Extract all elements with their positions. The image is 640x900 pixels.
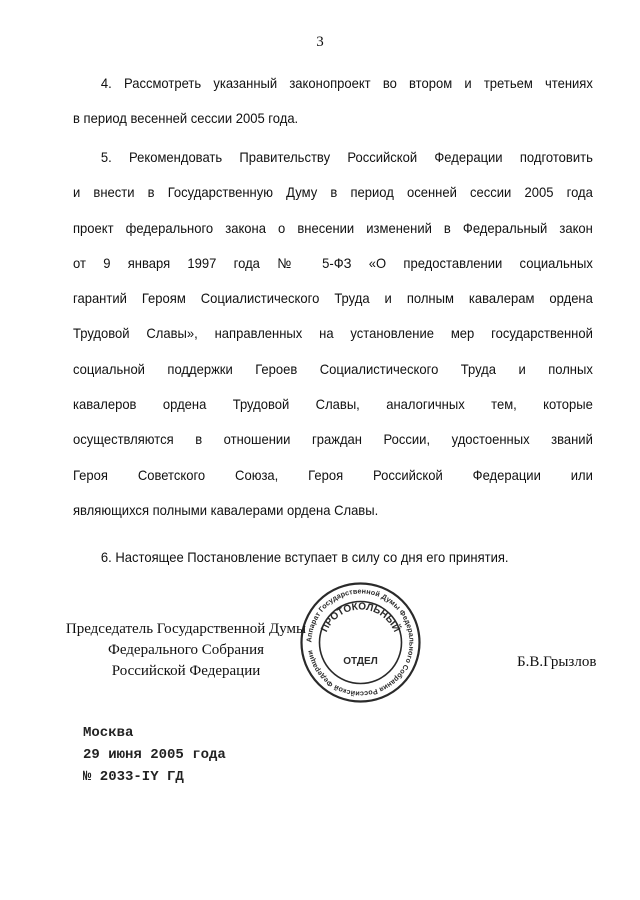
paragraph-line: 6. Настоящее Постановление вступает в силу со дня его принятия. — [100, 549, 509, 565]
paragraph-line: от 9 января 1997 года № 5-ФЗ «О предоставлении социальных — [73, 254, 593, 271]
paragraph-line: Героя Советского Союза, Героя Российской Федерации или — [73, 466, 593, 483]
stamp-inner-top-text: ПРОТОКОЛЬНЫЙ — [319, 601, 402, 634]
paragraph-line: гарантий Героям Социалистического Труда и полным кавалерам ордена — [73, 290, 593, 307]
paragraph-line: в период весенней сессии 2005 года. — [73, 110, 299, 127]
document-footer — [83, 722, 226, 788]
paragraph-line: и внести в Государственную Думу в период осенней сессии 2005 года — [73, 184, 593, 201]
paragraph-4 — [73, 66, 593, 137]
signatory-name: Б.В.Грызлов — [517, 654, 597, 670]
paragraph-line: социальной поддержки Героев Социалистического Труда и полных — [73, 360, 593, 377]
page-number: 3 — [316, 34, 324, 50]
paragraph-line: 5. Рекомендовать Правительству Российской Федерации подготовить — [100, 149, 593, 165]
signatory-title — [51, 619, 321, 682]
footer-city: Москва — [83, 725, 134, 741]
signatory-title-line: Российской Федерации — [111, 663, 261, 679]
paragraph-6 — [73, 540, 593, 575]
paragraph-line: Трудовой Славы», направленных на установление мер государственной — [73, 325, 593, 342]
paragraph-line: осуществляются в отношении граждан России, удостоенных званий — [73, 431, 593, 448]
paragraph-line: являющихся полными кавалерами ордена Славы. — [73, 501, 379, 518]
stamp-inner-bottom-text: ОТДЕЛ — [343, 656, 378, 667]
signatory-title-line: Председатель Государственной Думы — [65, 621, 307, 637]
footer-date: 29 июня 2005 года — [83, 747, 226, 763]
signatory-title-line: Федерального Собрания — [107, 642, 265, 658]
footer-number: № 2033-IY ГД — [83, 769, 184, 785]
stamp-outer-text: Аппарат Государственной Думы Федерального Собрания Российской Федерации — [304, 586, 417, 699]
paragraph-line: проект федерального закона о внесении изменений в Федеральный закон — [73, 219, 593, 236]
paragraph-line: кавалеров ордена Трудовой Славы, аналогичных тем, которые — [73, 396, 593, 413]
paragraph-line: 4. Рассмотреть указанный законопроект во втором и третьем чтениях — [100, 75, 593, 91]
paragraph-5 — [73, 140, 593, 528]
